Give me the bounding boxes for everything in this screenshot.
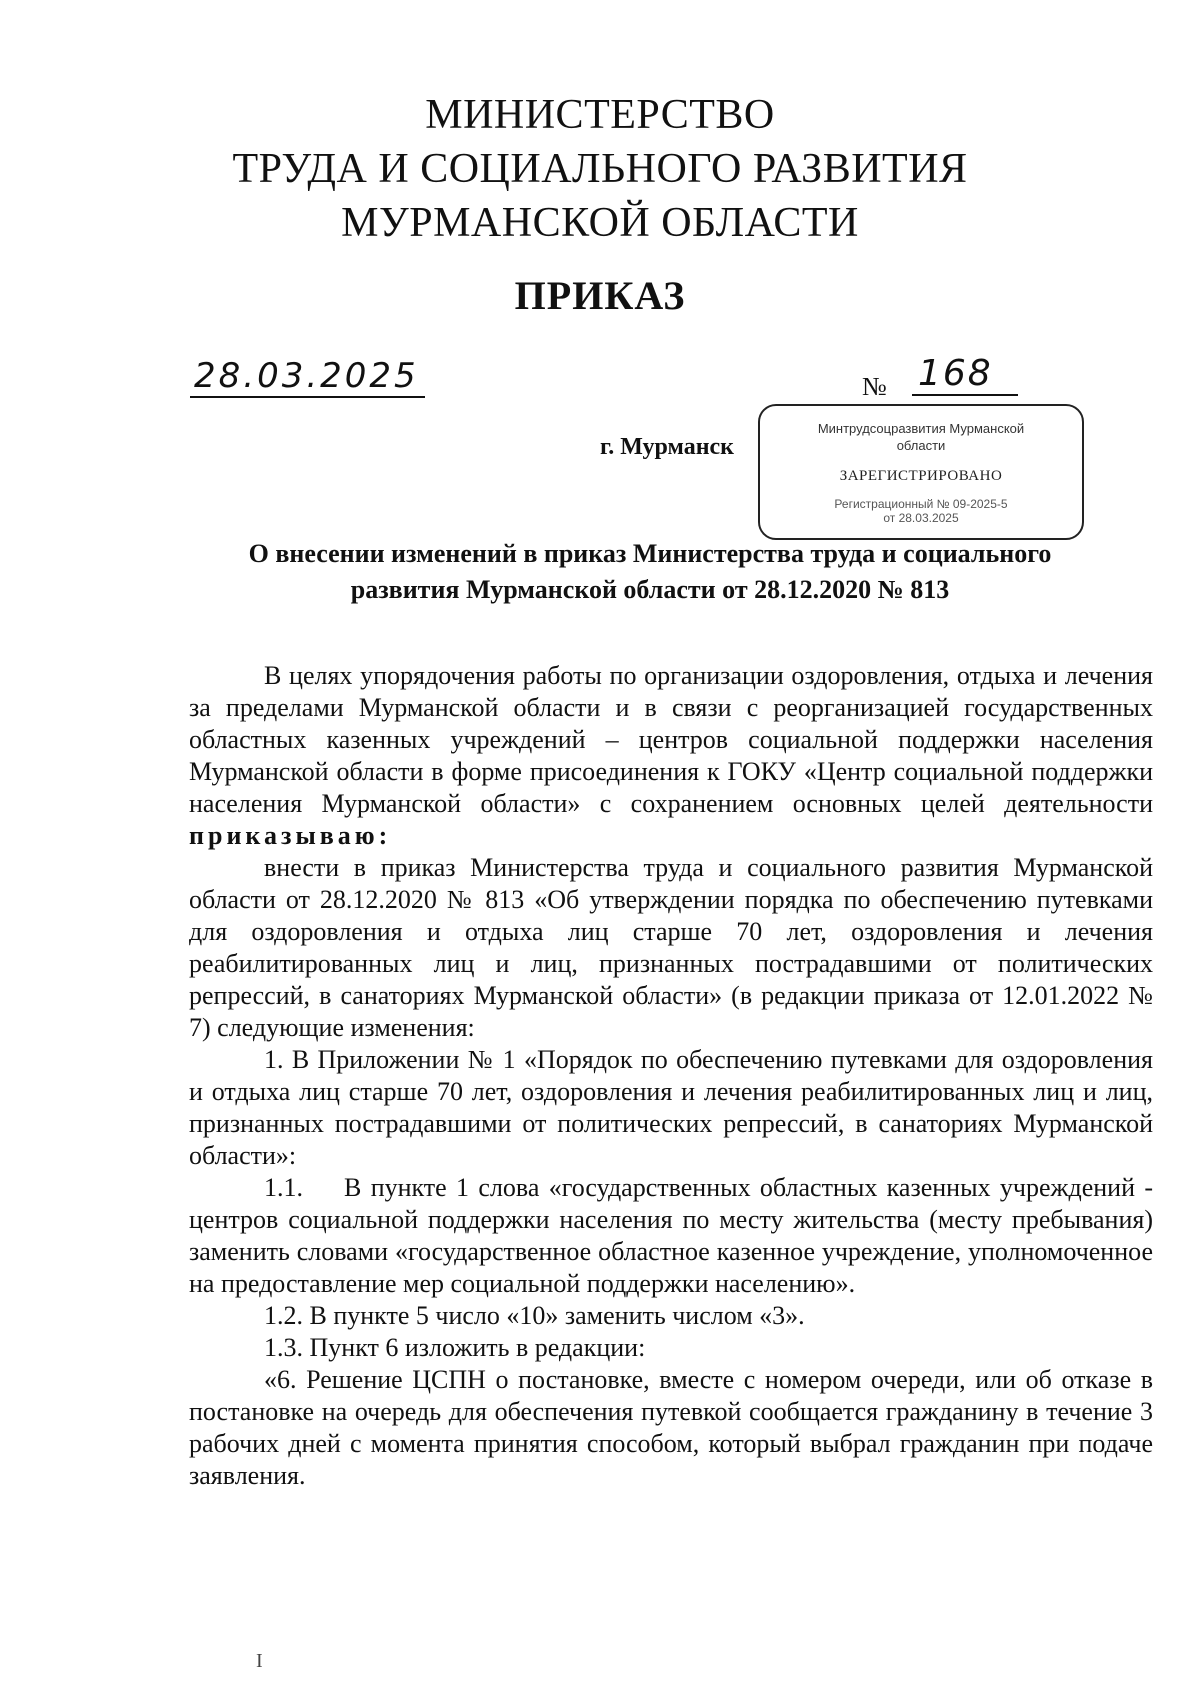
title-line-2: развития Мурманской области от 28.12.2020 № 813 bbox=[350, 575, 950, 604]
document-body bbox=[189, 660, 1153, 1492]
city: г. Мурманск bbox=[600, 434, 735, 460]
header-line-2: ТРУДА И СОЦИАЛЬНОГО РАЗВИТИЯ bbox=[232, 146, 968, 192]
item-6-paragraph: «6. Решение ЦСПН о постановке, вместе с номером очереди, или об отказе в постановке на очередь для обеспечения путевкой сообщается гражданину в течение 3 рабочих дней с момента принятия способом, который выбрал гражданин при подаче заявления. bbox=[189, 1365, 1153, 1490]
document-title bbox=[150, 536, 1150, 608]
registration-stamp bbox=[758, 404, 1084, 540]
preamble-paragraph bbox=[189, 660, 1153, 852]
order-word: приказываю: bbox=[189, 821, 392, 850]
number-label: № bbox=[862, 372, 887, 401]
stamp-status: ЗАРЕГИСТРИРОВАНО bbox=[839, 468, 1003, 484]
stamp-org bbox=[760, 420, 1082, 454]
stamp-reg-line-2: от 28.03.2025 bbox=[883, 511, 959, 525]
order-number: 168 bbox=[912, 354, 1018, 396]
header-line-1: МИНИСТЕРСТВО bbox=[425, 92, 775, 138]
item-1-3-paragraph: 1.3. Пункт 6 изложить в редакции: bbox=[264, 1333, 646, 1362]
item-1-1-paragraph bbox=[189, 1172, 1153, 1300]
footer-mark: I bbox=[256, 1650, 263, 1672]
intro-paragraph: внести в приказ Министерства труда и социального развития Мурманской области от 28.12.2020 № 813 «Об утверждении порядка по обеспечению путевками для оздоровления и отдыха лиц старше 70 лет, оздоровления и лечения реабилитированных лиц и лиц, признанных пострадавшими от политических репрессий, в санаториях Мурманской области» (в редакции приказа от 12.01.2022 № 7) следующие изменения: bbox=[189, 853, 1153, 1042]
item-1-1-number: 1.1. bbox=[264, 1173, 303, 1202]
stamp-reg-number bbox=[760, 497, 1082, 525]
title-line-1: О внесении изменений в приказ Министерства труда и социального bbox=[248, 539, 1052, 568]
item-1-2-paragraph: 1.2. В пункте 5 число «10» заменить числом «3». bbox=[264, 1301, 805, 1330]
item-1-paragraph: 1. В Приложении № 1 «Порядок по обеспечению путевками для оздоровления и отдыха лиц старше 70 лет, оздоровления и лечения реабилитированных лиц и лиц, признанных пострадавшими от политических репрессий, в санаториях Мурманской области»: bbox=[189, 1045, 1153, 1170]
order-date: 28.03.2025 bbox=[190, 356, 425, 398]
stamp-org-line-1: Минтрудсоцразвития Мурманской bbox=[817, 421, 1025, 436]
document-type: ПРИКАЗ bbox=[514, 273, 686, 318]
ministry-header bbox=[0, 88, 1200, 250]
header-line-3: МУРМАНСКОЙ ОБЛАСТИ bbox=[341, 200, 859, 246]
item-1-1-text: В пункте 1 слова «государственных областных казенных учреждений - центров социальной поддержки населения по месту жительства (месту пребывания) заменить словами «государственное областное казенное учреждение, уполномоченное на предоставление мер социальной поддержки населению». bbox=[189, 1173, 1153, 1298]
stamp-reg-line-1: Регистрационный № 09-2025-5 bbox=[834, 497, 1008, 511]
stamp-org-line-2: области bbox=[896, 438, 946, 453]
preamble-text: В целях упорядочения работы по организации оздоровления, отдыха и лечения за пределами Мурманской области и в связи с реорганизацией государственных областных казенных учреждений – центров социальной поддержки населения Мурманской области в форме присоединения к ГОКУ «Центр социальной поддержки населения Мурманской области» с сохранением основных целей деятельности bbox=[189, 661, 1153, 818]
